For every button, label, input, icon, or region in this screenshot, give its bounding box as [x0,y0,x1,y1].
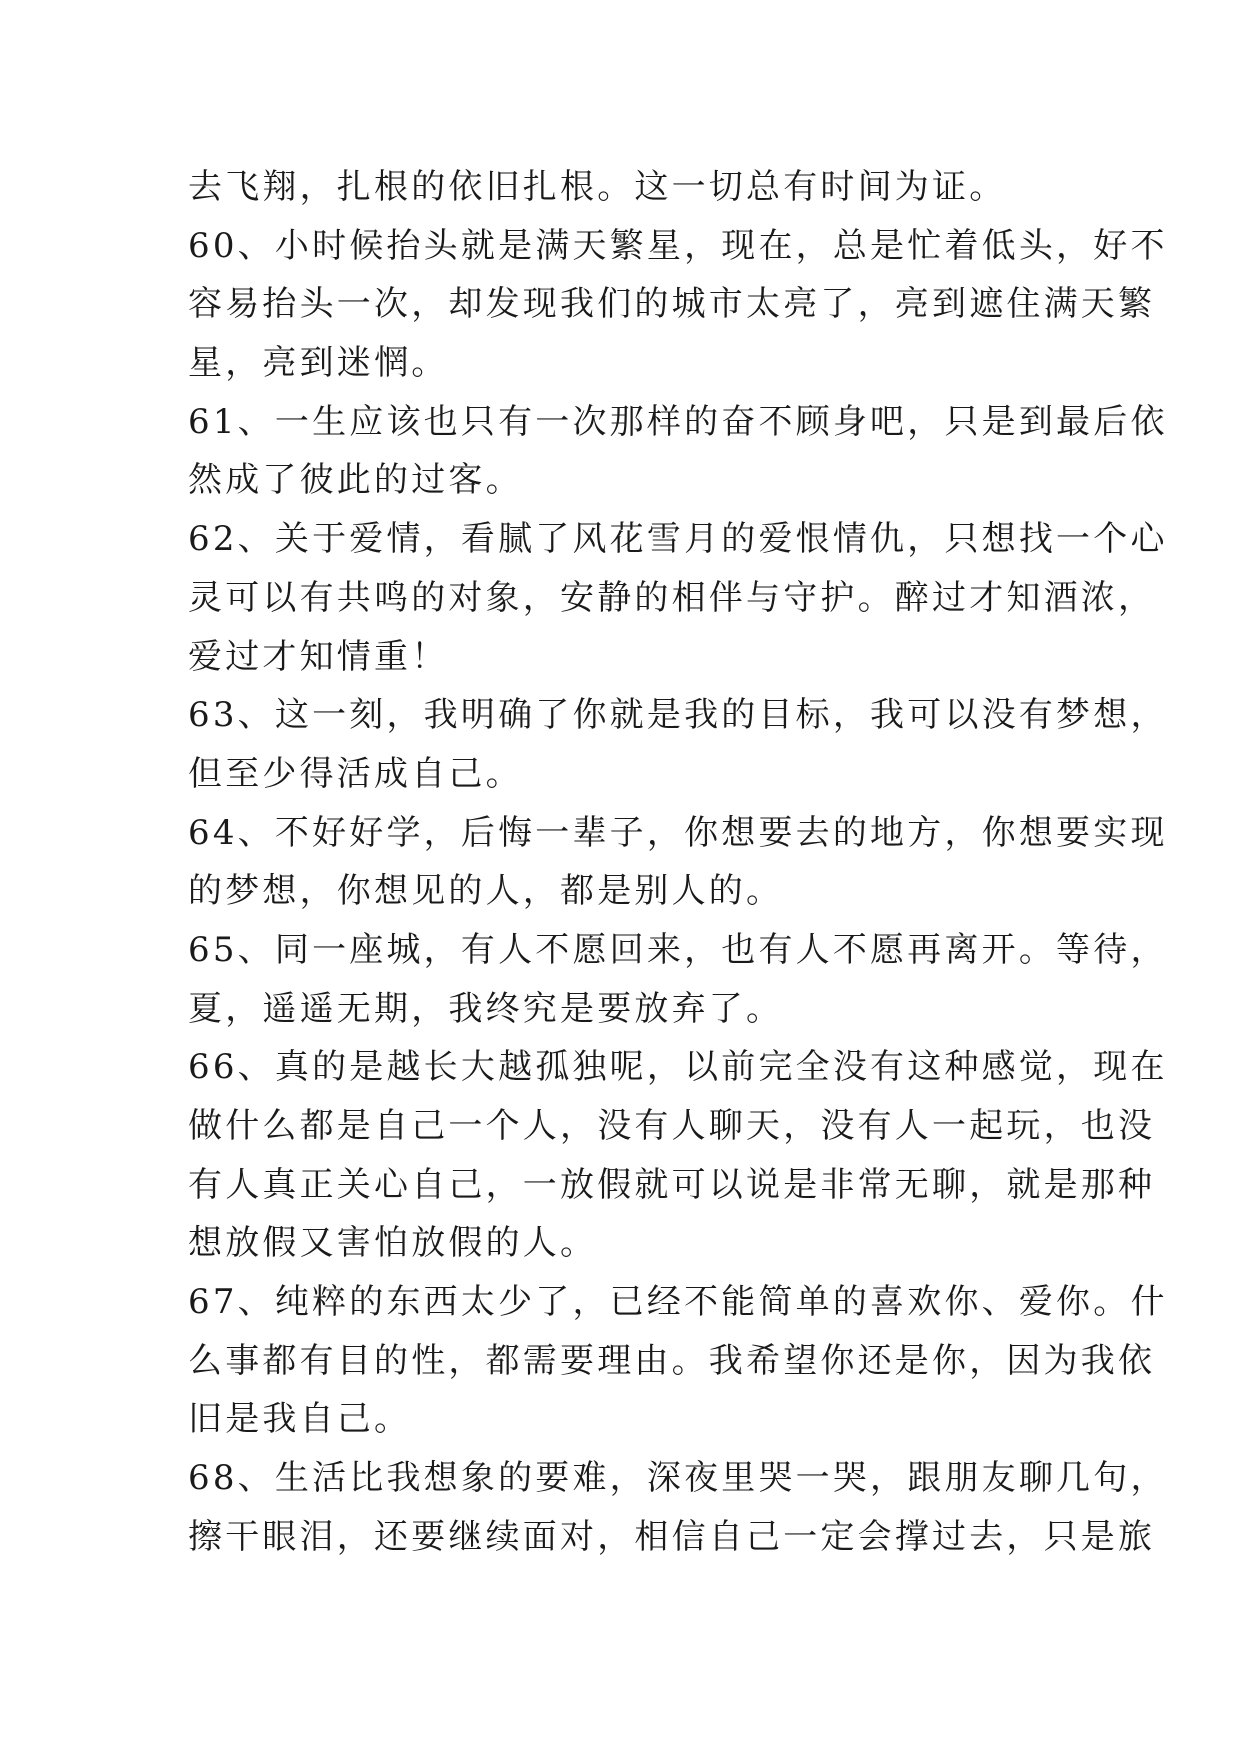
text-line: 但至少得活成自己。 [188,753,523,794]
text-line: 去飞翔，扎根的依旧扎根。这一切总有时间为证。 [188,167,1007,207]
text-line: 64、不好好学，后悔一辈子，你想要去的地方，你想要实现 [188,812,1168,853]
text-line: 么事都有目的性，都需要理由。我希望你还是你，因为我依 [188,1340,1156,1381]
text-line: 想放假又害怕放假的人。 [188,1223,598,1264]
text-line: 擦干眼泪，还要继续面对，相信自己一定会撑过去，只是旅 [188,1516,1156,1557]
text-line: 星，亮到迷惘。 [188,343,449,384]
text-line: 67、纯粹的东西太少了，已经不能简单的喜欢你、爱你。什 [188,1282,1168,1323]
text-line: 63、这一刻，我明确了你就是我的目标，我可以没有梦想， [188,695,1168,736]
text-line: 旧是我自己。 [188,1399,412,1440]
text-line: 容易抬头一次，却发现我们的城市太亮了，亮到遮住满天繁 [188,284,1156,325]
text-line: 60、小时候抬头就是满天繁星，现在，总是忙着低头，好不 [188,225,1168,266]
text-line: 的梦想，你想见的人，都是别人的。 [188,871,784,912]
text-line: 灵可以有共鸣的对象，安静的相伴与守护。醉过才知酒浓， [188,577,1156,618]
text-line: 夏，遥遥无期，我终究是要放弃了。 [188,988,784,1029]
text-line: 然成了彼此的过客。 [188,460,523,501]
text-line: 做什么都是自己一个人，没有人聊天，没有人一起玩，也没 [188,1106,1156,1146]
document-body [188,158,1168,1567]
text-line: 61、一生应该也只有一次那样的奋不顾身吧，只是到最后依 [188,401,1168,442]
text-line: 68、生活比我想象的要难，深夜里哭一哭，跟朋友聊几句， [188,1458,1168,1499]
text-line: 有人真正关心自己，一放假就可以说是非常无聊，就是那种 [188,1164,1156,1205]
text-line: 65、同一座城，有人不愿回来，也有人不愿再离开。等待， [188,929,1168,970]
text-line: 62、关于爱情，看腻了风花雪月的爱恨情仇，只想找一个心 [188,519,1168,560]
text-line: 爱过才知情重！ [188,636,449,677]
text-line: 66、真的是越长大越孤独呢，以前完全没有这种感觉，现在 [188,1047,1168,1088]
